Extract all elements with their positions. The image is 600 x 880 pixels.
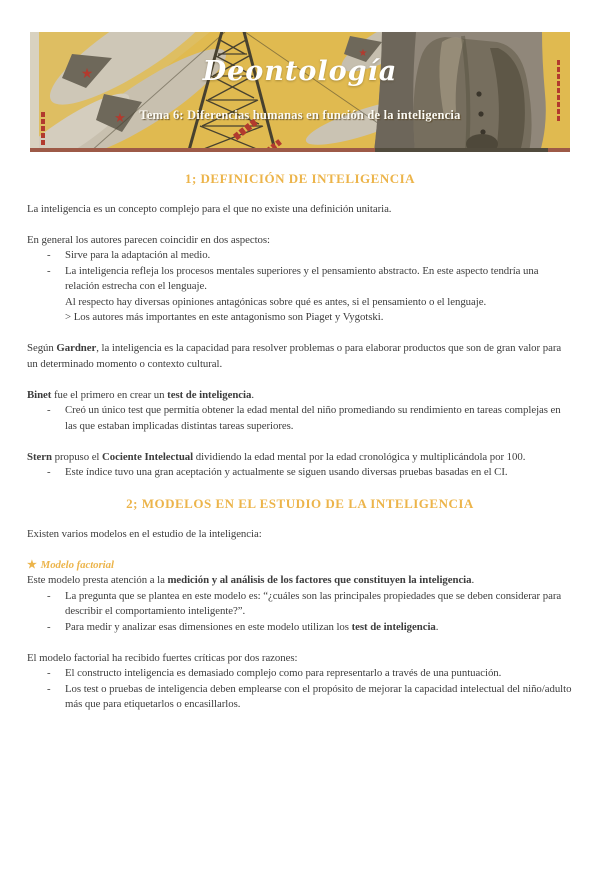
text-segment: Para medir y analizar esas dimensiones en este modelo utilizan los [65,620,352,633]
paragraph-block [27,527,573,543]
paragraph [27,573,573,589]
paragraph-block [27,233,573,326]
paragraph-block [27,202,573,218]
text-segment: Según [27,342,57,354]
paragraph-block [27,651,573,713]
section-1 [27,171,573,481]
section-heading: 2; MODELOS EN EL ESTUDIO DE LA INTELIGENCIA [126,496,474,511]
bullet-item [27,465,573,481]
bullet-text [65,249,210,261]
bold-text: medición y al análisis de los factores que constituyen la inteligencia [167,574,472,586]
bullet-marker: - [47,404,51,416]
text-segment: La pregunta que se plantea en este modelo es: “¿cuáles son las principales propiedades que se deben considerar para describir el comportamiento inteligente?”. [65,589,562,617]
paragraph [27,202,573,218]
bullet-marker: - [47,466,51,478]
bullet-marker: - [47,667,51,679]
bold-text: Cociente Intelectual [102,450,194,463]
paragraph-block [27,388,573,435]
bullet-marker: - [47,249,51,261]
bullet-item [27,620,573,636]
paragraph [27,341,573,372]
star-subheading-label: Modelo factorial [40,558,114,571]
paragraph-block [27,573,573,635]
bold-text: Binet [27,388,52,401]
text-segment: El constructo inteligencia es demasiado complejo como para representarlo a través de una puntuación. [65,667,502,679]
paragraph [27,388,573,404]
text-segment: , la inteligencia es la capacidad para resolver problemas o para elaborar productos que son de gran valor para un determinado momento o contexto cultural. [27,342,562,370]
text-segment: Creó un único test que permitía obtener la edad mental del niño promediando su rendimiento en tareas complejas en las que estaban implicadas distintas tareas superiores. [65,404,561,432]
bullet-list [27,465,573,481]
text-segment: En general los autores parecen coincidir en dos aspectos: [27,233,270,246]
paragraph [27,233,573,249]
bullet-item [27,589,573,620]
bold-text: test de inteligencia [167,388,252,401]
bullet-list [27,248,573,326]
bullet-item [27,248,573,264]
svg-text:★: ★ [80,66,94,82]
text-segment: > Los autores más importantes en este antagonismo son Piaget y Vygotski. [65,311,384,323]
bullet-item [27,403,573,434]
bullet-text [65,667,501,679]
section-2 [27,496,573,713]
bullet-text [65,683,571,711]
header-banner [30,32,570,152]
bullet-text [65,404,561,432]
text-segment: Existen varios modelos en el estudio de la inteligencia: [27,527,262,540]
lesson-subtitle: Tema 6: Diferencias humanas en función de la inteligencia [139,108,461,122]
continuation-line [27,310,573,326]
bullet-item [27,682,573,713]
bold-text: test de inteligencia [351,620,436,633]
text-segment: propuso el [51,450,103,463]
bullet-marker: - [47,264,51,277]
text-segment: dividiendo la edad mental por la edad cronológica y multiplicándola por 100. [193,450,526,463]
section-heading: 1; DEFINICIÓN DE INTELIGENCIA [184,171,416,186]
svg-text:★: ★ [114,111,126,126]
paragraph-block [27,341,573,372]
bold-text: Stern [27,450,52,463]
text-segment: Sirve para la adaptación al medio. [65,249,211,261]
svg-text:★: ★ [358,48,368,59]
text-segment: . [471,574,475,586]
bullet-list [27,589,573,636]
bullet-list [27,403,573,434]
text-segment: Los test o pruebas de inteligencia deben emplearse con el propósito de mejorar la capacidad intelectual del niño/adulto más que para etiquetarlos o encasillarlos. [65,682,572,710]
star-subheading [27,558,573,574]
text-segment: . [251,388,254,401]
bullet-text [65,466,508,478]
continuation-line [27,295,573,311]
text-segment: Al respecto hay diversas opiniones antagónicas sobre qué es antes, si el pensamiento o el lenguaje. [65,295,487,308]
text-segment: El modelo factorial ha recibido fuertes críticas por dos razones: [27,651,298,664]
bullet-text [65,621,438,633]
bullet-list [27,666,573,713]
document-page [0,32,600,880]
text-segment: . [435,620,439,633]
paragraph-block [27,450,573,481]
bold-text: Gardner [56,342,97,354]
bullet-marker: - [47,620,51,633]
bullet-text [65,311,383,323]
soviet-poster-illustration [30,32,570,152]
paragraph [27,527,573,543]
document-body [0,171,600,713]
bullet-text [65,265,538,293]
bullet-text [65,590,561,618]
text-segment: Este índice tuvo una gran aceptación y actualmente se siguen usando diversas pruebas basadas en el CI. [65,466,508,478]
bullet-item [27,264,573,295]
course-title: Deontología [202,56,398,87]
text-segment: La inteligencia refleja los procesos mentales superiores y el pensamiento abstracto. En este aspecto tendría una relación estrecha con el lenguaje. [65,264,539,292]
paragraph [27,651,573,667]
text-segment: fue el primero en crear un [51,388,168,401]
bullet-marker: - [47,682,51,695]
bullet-item [27,666,573,682]
bullet-marker: - [47,589,51,602]
paragraph [27,450,573,466]
star-icon: ★ [27,558,37,571]
bullet-text [65,296,486,308]
text-segment: Este modelo presta atención a la [27,574,168,586]
text-segment: La inteligencia es un concepto complejo para el que no existe una definición unitaria. [27,202,392,215]
